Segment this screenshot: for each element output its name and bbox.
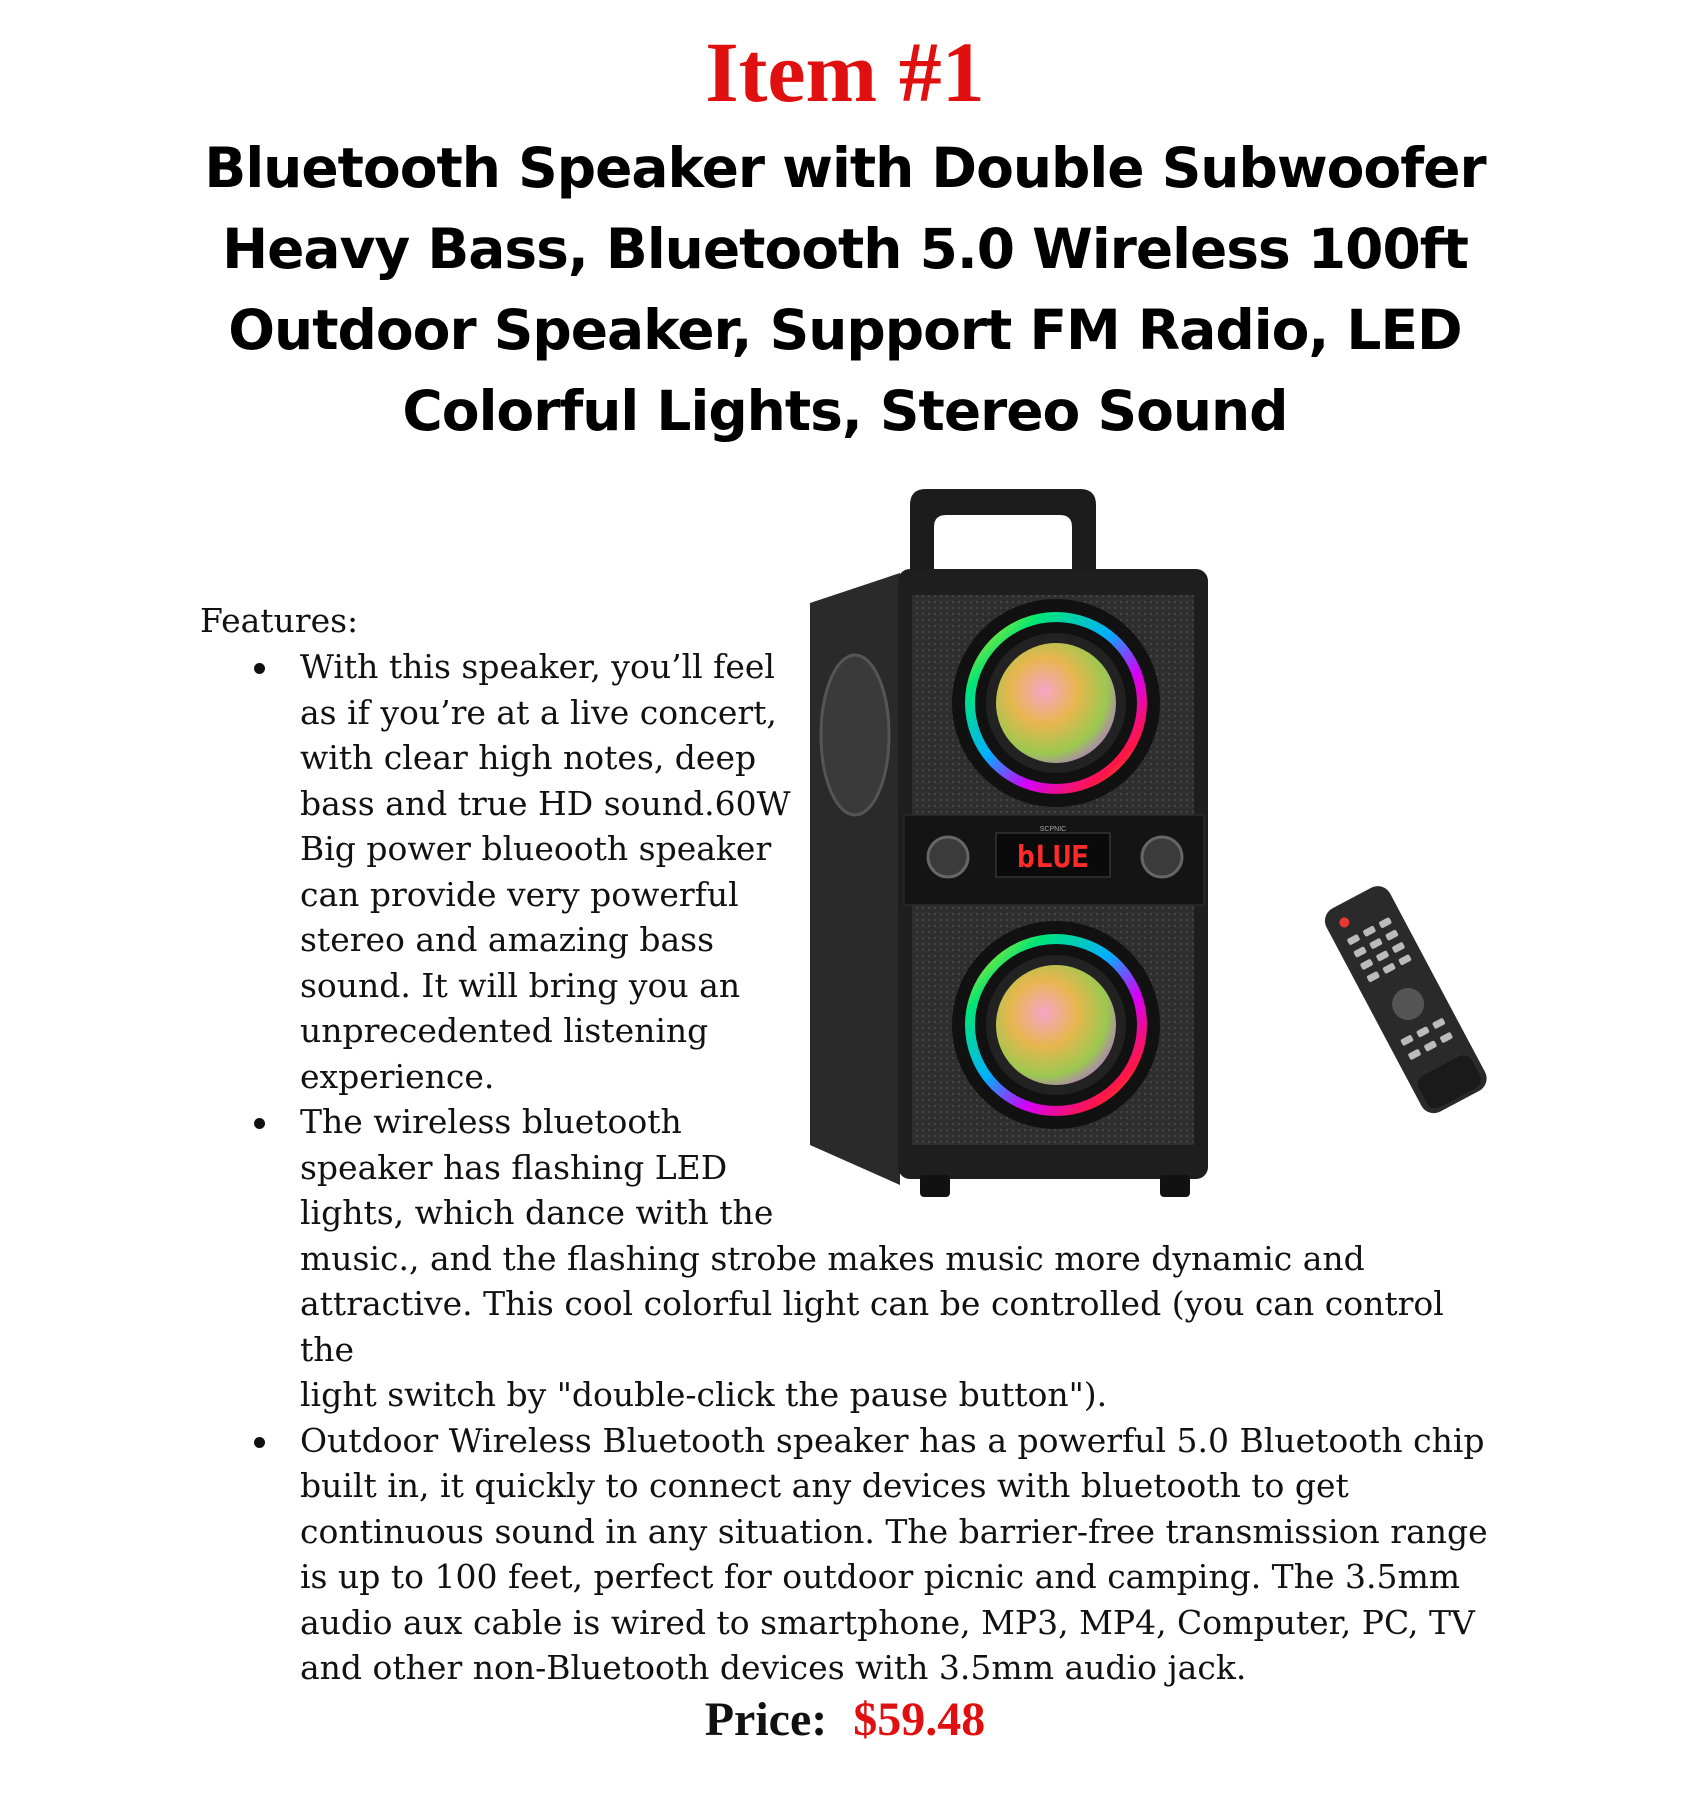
bullet-line: bass and true HD sound.60W [300,783,791,823]
product-title [200,128,1490,452]
bullet-line: experience. [300,1056,495,1096]
bullet-line: with clear high notes, deep [300,738,757,777]
features-label: Features: [200,601,359,640]
bullet-line: Outdoor Wireless Bluetooth speaker has a powerful 5.0 Bluetooth chip [300,1420,1485,1460]
bullet-line: and other non-Bluetooth devices with 3.5mm audio jack. [300,1648,1247,1687]
price-label: Price: [704,1693,828,1746]
bullet-dot-icon [254,1437,265,1448]
bullet-line: audio aux cable is wired to smartphone, MP3, MP4, Computer, PC, TV [300,1602,1475,1642]
features-list [248,644,1498,1691]
bullet-line: sound. It will bring you an [300,965,741,1005]
list-item [248,1099,1498,1418]
title-line: Bluetooth Speaker with Double Subwoofer [204,136,1486,200]
bullet-line: The wireless bluetooth [300,1102,682,1141]
bullet-line: stereo and amazing bass [300,920,715,959]
title-line: Heavy Bass, Bluetooth 5.0 Wireless 100ft [222,217,1468,281]
title-line: Outdoor Speaker, Support FM Radio, LED [228,298,1462,362]
bullet-line: speaker has flashing LED [300,1147,728,1187]
item-number: Item #1 [705,24,985,120]
bullet-line: attractive. This cool colorful light can be controlled (you can control the [300,1284,1444,1369]
title-line: Colorful Lights, Stereo Sound [402,379,1288,443]
price-value: $59.48 [853,1693,986,1746]
bullet-line: light switch by "double-click the pause button"). [300,1375,1108,1414]
bullet-line: With this speaker, you’ll feel [300,647,775,686]
bullet-line: Big power blueooth speaker [300,829,772,868]
bullet-line: unprecedented listening [300,1011,709,1050]
list-item [248,1418,1498,1691]
bullet-line: as if you’re at a live concert, [300,692,777,732]
bullet-line: lights, which dance with the [300,1193,774,1232]
price-row [0,1690,1690,1750]
display-brand: SCPNIC [1039,826,1067,833]
list-item [248,644,1498,1099]
bullet-line: continuous sound in any situation. The barrier-free transmission range [300,1511,1488,1551]
bullet-line: is up to 100 feet, perfect for outdoor picnic and camping. The 3.5mm [300,1557,1461,1596]
display-text: bLUE [1016,840,1090,875]
bullet-line: music., and the flashing strobe makes music more dynamic and [300,1238,1365,1278]
bullet-line: can provide very powerful [300,874,739,914]
bullet-dot-icon [254,663,265,674]
bullet-dot-icon [254,1118,265,1129]
bullet-line: built in, it quickly to connect any devices with bluetooth to get [300,1466,1349,1505]
